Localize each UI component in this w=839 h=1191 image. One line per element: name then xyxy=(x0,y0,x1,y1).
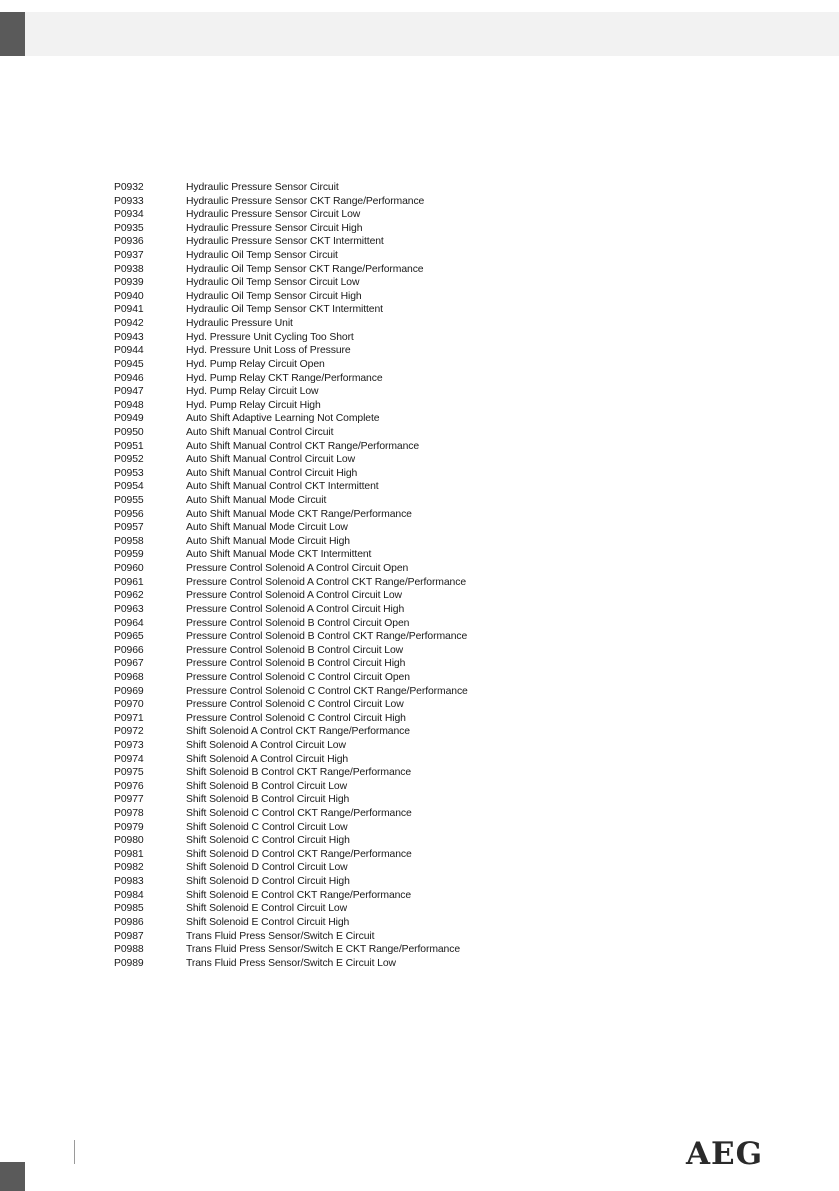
fault-description: Shift Solenoid B Control Circuit Low xyxy=(186,780,347,792)
footer-divider xyxy=(74,1140,75,1164)
fault-code: P0961 xyxy=(114,576,144,588)
list-item xyxy=(114,181,468,195)
list-item xyxy=(114,916,468,930)
fault-code: P0944 xyxy=(114,345,144,357)
list-item xyxy=(114,385,468,399)
list-item xyxy=(114,222,468,236)
fault-description: Shift Solenoid B Control CKT Range/Performance xyxy=(186,767,412,779)
list-item xyxy=(114,344,468,358)
fault-description: Pressure Control Solenoid C Control CKT Range/Performance xyxy=(186,685,468,697)
fault-description: Pressure Control Solenoid B Control CKT Range/Performance xyxy=(186,631,468,643)
list-item xyxy=(114,861,468,875)
fault-description: Auto Shift Manual Mode Circuit xyxy=(186,495,327,507)
fault-code: P0986 xyxy=(114,916,144,928)
list-item xyxy=(114,712,468,726)
list-item xyxy=(114,372,468,386)
fault-code: P0941 xyxy=(114,304,144,316)
fault-code: P0946 xyxy=(114,372,144,384)
list-item xyxy=(114,698,468,712)
fault-code: P0957 xyxy=(114,522,144,534)
fault-code: P0933 xyxy=(114,195,144,207)
list-item xyxy=(114,235,468,249)
fault-description: Auto Shift Manual Mode CKT Intermittent xyxy=(186,549,372,561)
fault-description: Pressure Control Solenoid C Control Circuit High xyxy=(186,712,406,724)
fault-code: P0949 xyxy=(114,413,144,425)
fault-description: Shift Solenoid D Control Circuit High xyxy=(186,876,350,888)
fault-code: P0945 xyxy=(114,358,144,370)
list-item xyxy=(114,317,468,331)
list-item xyxy=(114,331,468,345)
list-item xyxy=(114,453,468,467)
fault-code: P0953 xyxy=(114,467,144,479)
fault-code: P0940 xyxy=(114,290,144,302)
fault-description: Shift Solenoid E Control CKT Range/Performance xyxy=(186,889,412,901)
list-item xyxy=(114,603,468,617)
fault-description: Pressure Control Solenoid C Control Circuit Open xyxy=(186,671,410,683)
fault-code: P0973 xyxy=(114,739,144,751)
fault-description: Pressure Control Solenoid A Control CKT Range/Performance xyxy=(186,576,466,588)
fault-code: P0943 xyxy=(114,331,144,343)
fault-code: P0960 xyxy=(114,563,144,575)
list-item xyxy=(114,725,468,739)
list-item xyxy=(114,657,468,671)
fault-code: P0948 xyxy=(114,399,144,411)
fault-description: Shift Solenoid C Control Circuit High xyxy=(186,835,350,847)
list-item xyxy=(114,249,468,263)
fault-code: P0935 xyxy=(114,222,144,234)
fault-description: Auto Shift Manual Control Circuit Low xyxy=(186,454,355,466)
fault-code: P0972 xyxy=(114,726,144,738)
list-item xyxy=(114,548,468,562)
fault-code: P0966 xyxy=(114,644,144,656)
fault-code: P0989 xyxy=(114,957,144,969)
list-item xyxy=(114,617,468,631)
fault-description: Hydraulic Oil Temp Sensor CKT Range/Performance xyxy=(186,263,424,275)
fault-code: P0947 xyxy=(114,386,144,398)
footer-tab-marker xyxy=(0,1162,25,1191)
fault-description: Hydraulic Oil Temp Sensor Circuit High xyxy=(186,290,362,302)
fault-code: P0977 xyxy=(114,794,144,806)
aeg-logo: AEG xyxy=(686,1136,764,1172)
fault-code: P0987 xyxy=(114,930,144,942)
fault-description: Hydraulic Pressure Unit xyxy=(186,318,293,330)
fault-description: Hyd. Pump Relay Circuit Low xyxy=(186,386,319,398)
fault-description: Auto Shift Manual Control CKT Range/Performance xyxy=(186,440,420,452)
fault-description: Pressure Control Solenoid B Control Circuit Open xyxy=(186,617,410,629)
fault-code: P0959 xyxy=(114,549,144,561)
fault-code: P0963 xyxy=(114,603,144,615)
list-item xyxy=(114,957,468,971)
list-item xyxy=(114,562,468,576)
fault-code: P0954 xyxy=(114,481,144,493)
fault-description: Hydraulic Pressure Sensor CKT Intermittent xyxy=(186,236,384,248)
list-item xyxy=(114,290,468,304)
fault-description: Pressure Control Solenoid A Control Circuit High xyxy=(186,603,405,615)
fault-description: Shift Solenoid C Control CKT Range/Performance xyxy=(186,808,412,820)
fault-description: Hydraulic Pressure Sensor Circuit Low xyxy=(186,209,361,221)
fault-description: Auto Shift Manual Mode Circuit High xyxy=(186,535,350,547)
fault-code: P0952 xyxy=(114,454,144,466)
fault-code: P0937 xyxy=(114,250,144,262)
fault-code: P0951 xyxy=(114,440,144,452)
fault-description: Pressure Control Solenoid A Control Circuit Low xyxy=(186,590,402,602)
fault-code: P0932 xyxy=(114,182,144,193)
fault-description: Auto Shift Manual Mode CKT Range/Performance xyxy=(186,508,412,520)
fault-description: Shift Solenoid C Control Circuit Low xyxy=(186,821,348,833)
fault-code: P0934 xyxy=(114,209,144,221)
fault-code: P0970 xyxy=(114,699,144,711)
fault-description: Pressure Control Solenoid A Control Circuit Open xyxy=(186,563,409,575)
fault-code: P0985 xyxy=(114,903,144,915)
fault-code: P0956 xyxy=(114,508,144,520)
fault-code: P0979 xyxy=(114,821,144,833)
list-item xyxy=(114,753,468,767)
fault-description: Hydraulic Oil Temp Sensor CKT Intermittent xyxy=(186,304,383,316)
fault-description: Auto Shift Adaptive Learning Not Complete xyxy=(186,413,380,425)
header-band xyxy=(0,12,839,56)
fault-code: P0965 xyxy=(114,631,144,643)
list-item xyxy=(114,589,468,603)
fault-code: P0938 xyxy=(114,263,144,275)
fault-description: Hyd. Pump Relay Circuit High xyxy=(186,399,321,411)
list-item xyxy=(114,930,468,944)
fault-description: Shift Solenoid E Control Circuit High xyxy=(186,916,350,928)
fault-code: P0939 xyxy=(114,277,144,289)
list-item xyxy=(114,875,468,889)
fault-description: Hyd. Pump Relay CKT Range/Performance xyxy=(186,372,383,384)
fault-description: Hyd. Pump Relay Circuit Open xyxy=(186,358,325,370)
fault-description: Shift Solenoid B Control Circuit High xyxy=(186,794,350,806)
list-item xyxy=(114,766,468,780)
list-item xyxy=(114,508,468,522)
fault-code: P0969 xyxy=(114,685,144,697)
list-item xyxy=(114,195,468,209)
list-item xyxy=(114,576,468,590)
fault-description: Shift Solenoid A Control CKT Range/Performance xyxy=(186,726,410,738)
list-item xyxy=(114,943,468,957)
list-item xyxy=(114,793,468,807)
fault-code: P0982 xyxy=(114,862,144,874)
fault-description: Pressure Control Solenoid B Control Circuit High xyxy=(186,658,406,670)
list-item xyxy=(114,685,468,699)
list-item xyxy=(114,276,468,290)
list-item xyxy=(114,739,468,753)
fault-code: P0964 xyxy=(114,617,144,629)
list-item xyxy=(114,358,468,372)
list-item xyxy=(114,807,468,821)
list-item xyxy=(114,780,468,794)
fault-description: Shift Solenoid E Control Circuit Low xyxy=(186,903,347,915)
fault-description: Hyd. Pressure Unit Loss of Pressure xyxy=(186,345,351,357)
fault-description: Hydraulic Pressure Sensor Circuit xyxy=(186,182,339,193)
fault-description: Trans Fluid Press Sensor/Switch E Circuit Low xyxy=(186,957,396,969)
fault-description: Hydraulic Pressure Sensor Circuit High xyxy=(186,222,363,234)
list-item xyxy=(114,889,468,903)
list-item xyxy=(114,412,468,426)
fault-description: Shift Solenoid D Control Circuit Low xyxy=(186,862,348,874)
fault-code: P0968 xyxy=(114,671,144,683)
fault-description: Trans Fluid Press Sensor/Switch E CKT Range/Performance xyxy=(186,944,461,956)
fault-code: P0988 xyxy=(114,944,144,956)
fault-code: P0974 xyxy=(114,753,144,765)
fault-description: Shift Solenoid A Control Circuit High xyxy=(186,753,349,765)
fault-code: P0983 xyxy=(114,876,144,888)
list-item xyxy=(114,535,468,549)
list-item xyxy=(114,426,468,440)
fault-description: Pressure Control Solenoid C Control Circuit Low xyxy=(186,699,404,711)
fault-code: P0975 xyxy=(114,767,144,779)
list-item xyxy=(114,440,468,454)
fault-code: P0950 xyxy=(114,426,144,438)
fault-code: P0980 xyxy=(114,835,144,847)
fault-description: Hydraulic Pressure Sensor CKT Range/Performance xyxy=(186,195,425,207)
fault-code: P0955 xyxy=(114,495,144,507)
fault-code: P0981 xyxy=(114,848,144,860)
fault-description: Hyd. Pressure Unit Cycling Too Short xyxy=(186,331,354,343)
fault-code: P0984 xyxy=(114,889,144,901)
list-item xyxy=(114,902,468,916)
list-item xyxy=(114,834,468,848)
list-item xyxy=(114,399,468,413)
list-item xyxy=(114,263,468,277)
list-item xyxy=(114,671,468,685)
fault-description: Pressure Control Solenoid B Control Circuit Low xyxy=(186,644,404,656)
fault-description: Auto Shift Manual Control Circuit High xyxy=(186,467,358,479)
fault-code: P0958 xyxy=(114,535,144,547)
fault-description: Auto Shift Manual Control CKT Intermittent xyxy=(186,481,379,493)
list-item xyxy=(114,303,468,317)
list-item xyxy=(114,821,468,835)
fault-code: P0962 xyxy=(114,590,144,602)
fault-code: P0942 xyxy=(114,318,144,330)
fault-code: P0971 xyxy=(114,712,144,724)
list-item xyxy=(114,848,468,862)
fault-code-list xyxy=(114,181,468,970)
fault-code: P0967 xyxy=(114,658,144,670)
fault-description: Auto Shift Manual Mode Circuit Low xyxy=(186,522,348,534)
fault-description: Hydraulic Oil Temp Sensor Circuit xyxy=(186,250,338,262)
fault-description: Auto Shift Manual Control Circuit xyxy=(186,426,334,438)
list-item xyxy=(114,208,468,222)
fault-description: Trans Fluid Press Sensor/Switch E Circuit xyxy=(186,930,375,942)
list-item xyxy=(114,494,468,508)
fault-description: Shift Solenoid A Control Circuit Low xyxy=(186,739,346,751)
fault-description: Shift Solenoid D Control CKT Range/Performance xyxy=(186,848,412,860)
header-tab-marker xyxy=(0,12,25,56)
list-item xyxy=(114,644,468,658)
list-item xyxy=(114,467,468,481)
fault-description: Hydraulic Oil Temp Sensor Circuit Low xyxy=(186,277,360,289)
fault-code: P0978 xyxy=(114,808,144,820)
list-item xyxy=(114,480,468,494)
list-item xyxy=(114,521,468,535)
fault-code: P0976 xyxy=(114,780,144,792)
fault-code: P0936 xyxy=(114,236,144,248)
list-item xyxy=(114,630,468,644)
